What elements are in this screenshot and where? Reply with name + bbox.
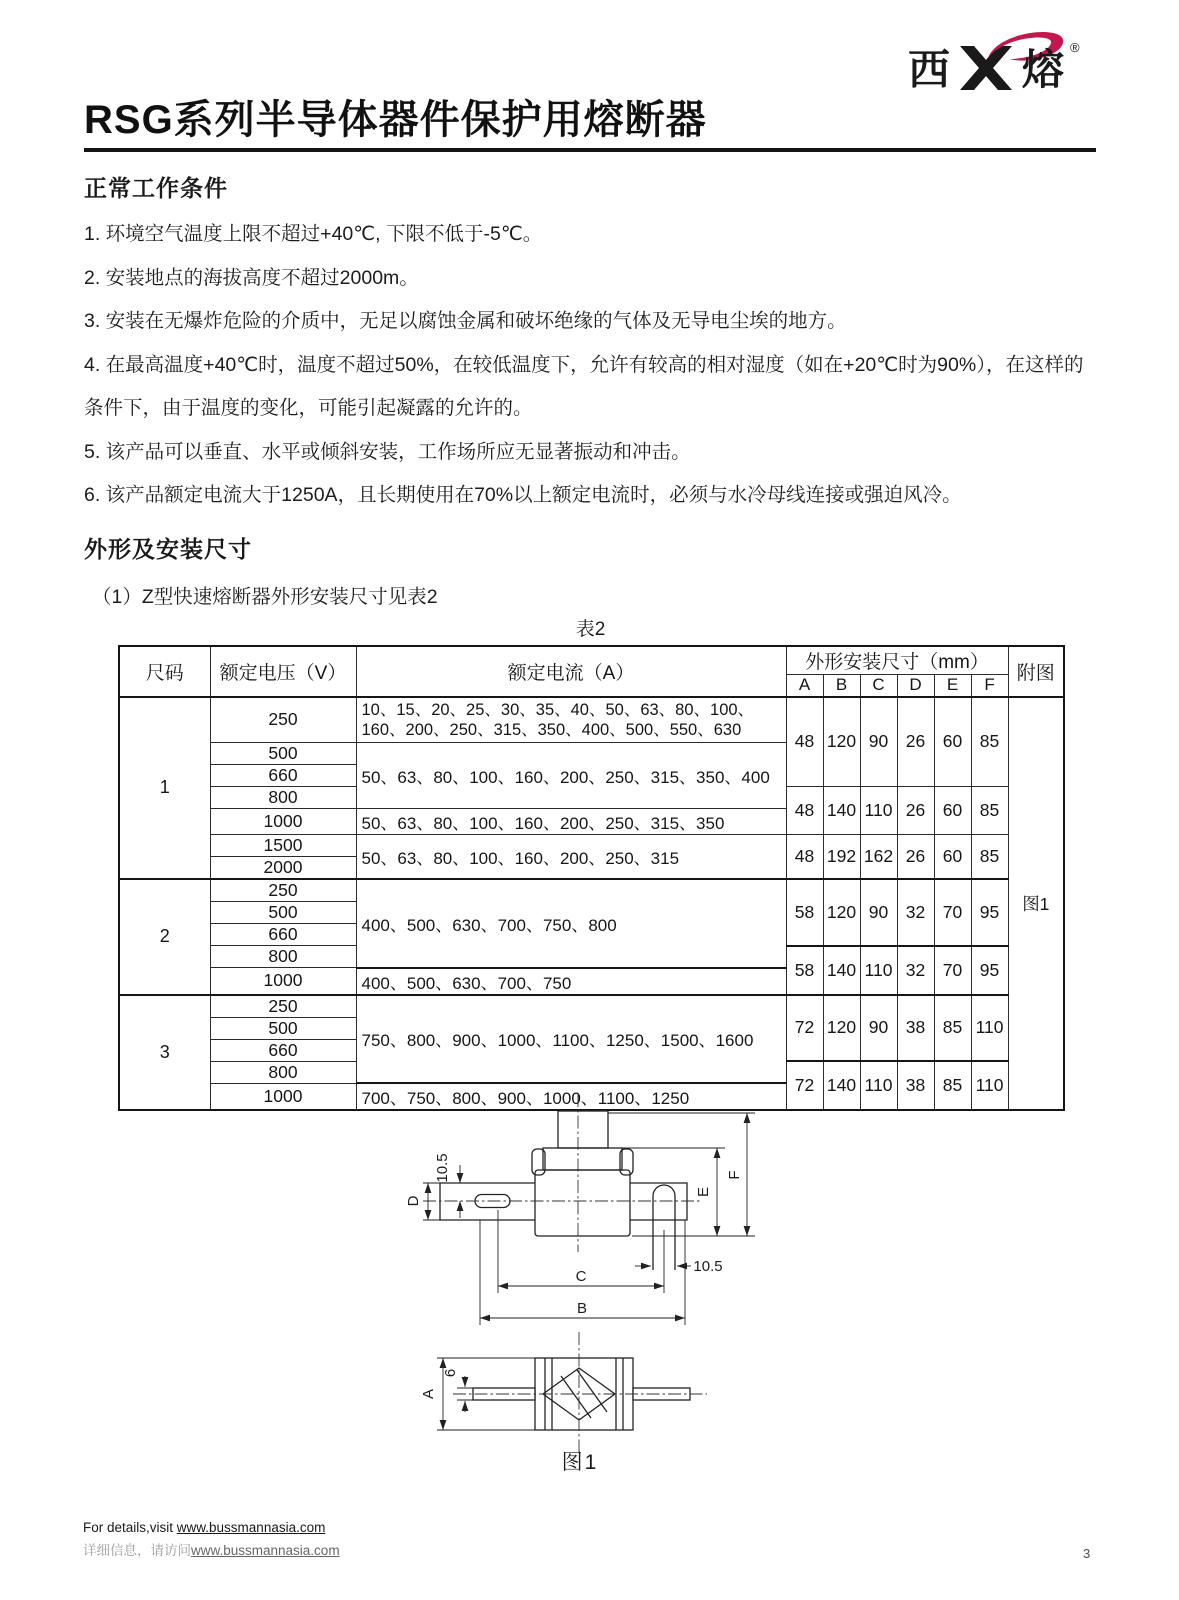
dim-A: 58 bbox=[786, 879, 823, 946]
table-row bbox=[119, 835, 1064, 857]
voltage-cell: 660 bbox=[210, 924, 356, 946]
dim-D: 32 bbox=[897, 946, 934, 995]
centerlines-side bbox=[423, 1094, 700, 1252]
size-1: 1 bbox=[119, 697, 210, 880]
working-conditions-heading: 正常工作条件 bbox=[84, 175, 228, 201]
dim-C: 90 bbox=[860, 697, 897, 787]
technical-drawing-figure1 bbox=[395, 1080, 775, 1455]
voltage-cell: 660 bbox=[210, 765, 356, 787]
dim-F: 85 bbox=[971, 697, 1008, 787]
dim-B: 140 bbox=[823, 787, 860, 835]
fuse-side-view bbox=[440, 1111, 687, 1270]
col-header-voltage: 额定电压（V） bbox=[210, 646, 356, 697]
logo-char-right: 熔 bbox=[1022, 46, 1065, 93]
dim-D: 26 bbox=[897, 697, 934, 787]
dimension-labels-top bbox=[420, 1369, 459, 1399]
dim-D: 38 bbox=[897, 995, 934, 1062]
voltage-cell: 500 bbox=[210, 1017, 356, 1039]
title-rule bbox=[84, 148, 1096, 152]
dim-F: 85 bbox=[971, 787, 1008, 835]
dim-D: 26 bbox=[897, 835, 934, 880]
voltage-cell: 250 bbox=[210, 697, 356, 743]
voltage-cell: 800 bbox=[210, 946, 356, 968]
dimensions-subheading: （1）Z型快速熔断器外形安装尺寸见表2 bbox=[92, 586, 438, 608]
dim-label-A: A bbox=[420, 1388, 437, 1400]
footer-en-url[interactable]: www.bussmannasia.com bbox=[176, 1520, 326, 1535]
current-cell: 10、15、20、25、30、35、40、50、63、80、100、160、200、250、315、350、400、500、550、630 bbox=[356, 697, 786, 743]
dim-col-A: A bbox=[786, 675, 823, 697]
dim-C: 110 bbox=[860, 1061, 897, 1110]
current-cell: 400、500、630、700、750 bbox=[356, 968, 786, 995]
dim-C: 110 bbox=[860, 946, 897, 995]
dim-col-F: F bbox=[971, 675, 1008, 697]
dim-A: 48 bbox=[786, 835, 823, 880]
dim-A: 48 bbox=[786, 697, 823, 787]
voltage-cell: 1500 bbox=[210, 835, 356, 857]
col-header-dims: 外形安装尺寸（mm） bbox=[786, 646, 1008, 675]
current-cell: 700、750、800、900、1000、1100、1250 bbox=[356, 1083, 786, 1110]
voltage-cell: 2000 bbox=[210, 857, 356, 880]
dim-E: 60 bbox=[934, 697, 971, 787]
col-header-size: 尺码 bbox=[119, 646, 210, 697]
condition-item-6: 6. 该产品额定电流大于1250A，且长期使用在70%以上额定电流时，必须与水冷母线连接或强迫风冷。 bbox=[84, 484, 962, 506]
voltage-cell: 250 bbox=[210, 879, 356, 902]
dim-col-B: B bbox=[823, 675, 860, 697]
condition-item-3: 3. 安装在无爆炸危险的介质中，无足以腐蚀金属和破坏绝缘的气体及无导电尘埃的地方。 bbox=[84, 310, 847, 332]
size-2: 2 bbox=[119, 879, 210, 995]
footer-cn-url[interactable]: www.bussmannasia.com bbox=[191, 1543, 340, 1558]
dim-B: 120 bbox=[823, 697, 860, 787]
voltage-cell: 250 bbox=[210, 995, 356, 1018]
voltage-cell: 660 bbox=[210, 1039, 356, 1061]
working-conditions-list bbox=[84, 213, 1089, 518]
dim-label-10-5-bottom: 10.5 bbox=[693, 1258, 723, 1275]
size-3: 3 bbox=[119, 995, 210, 1111]
spec-table bbox=[118, 645, 1065, 1111]
footer-en-text: For details,visit bbox=[83, 1520, 177, 1535]
voltage-cell: 500 bbox=[210, 902, 356, 924]
logo-char-left: 西 bbox=[908, 46, 951, 93]
figure-caption: 图1 bbox=[561, 1451, 599, 1474]
condition-item-4: 4. 在最高温度+40℃时，温度不超过50%，在较低温度下，允许有较高的相对湿度（如在+20℃时为90%），在这样的条件下，由于温度的变化，可能引起凝露的允许的。 bbox=[84, 353, 1084, 419]
col-header-figure: 附图 bbox=[1008, 646, 1064, 697]
page-number: 3 bbox=[1083, 1546, 1091, 1561]
dim-B: 140 bbox=[823, 946, 860, 995]
dim-B: 140 bbox=[823, 1061, 860, 1110]
voltage-cell: 500 bbox=[210, 743, 356, 765]
condition-item-2: 2. 安装地点的海拔高度不超过2000m。 bbox=[84, 266, 419, 289]
footer-line-cn bbox=[83, 1539, 340, 1559]
current-cell: 50、63、80、100、160、200、250、315、350、400 bbox=[356, 743, 786, 809]
dim-E: 85 bbox=[934, 995, 971, 1062]
dim-label-E: E bbox=[695, 1186, 712, 1198]
dim-B: 192 bbox=[823, 835, 860, 880]
current-cell: 750、800、900、1000、1100、1250、1500、1600 bbox=[356, 995, 786, 1084]
dim-label-C: C bbox=[575, 1268, 587, 1285]
dim-A: 58 bbox=[786, 946, 823, 995]
registered-mark: ® bbox=[1070, 40, 1080, 55]
footer-line-en bbox=[83, 1520, 325, 1535]
dimension-labels-side bbox=[405, 1153, 743, 1317]
dim-E: 70 bbox=[934, 946, 971, 995]
dim-col-D: D bbox=[897, 675, 934, 697]
dimension-lines-side bbox=[423, 1113, 755, 1325]
dim-F: 110 bbox=[971, 1061, 1008, 1110]
dim-A: 48 bbox=[786, 787, 823, 835]
voltage-cell: 800 bbox=[210, 787, 356, 809]
dim-label-D: D bbox=[405, 1195, 422, 1207]
table-caption: 表2 bbox=[575, 619, 606, 640]
footer-cn-text: 详细信息，请访问 bbox=[83, 1543, 191, 1558]
dim-E: 60 bbox=[934, 835, 971, 880]
dim-label-F: F bbox=[726, 1170, 743, 1180]
dim-C: 90 bbox=[860, 995, 897, 1062]
table-row bbox=[119, 697, 1064, 743]
dimensions-heading: 外形及安装尺寸 bbox=[84, 536, 252, 562]
current-cell: 50、63、80、100、160、200、250、315、350 bbox=[356, 809, 786, 835]
brand-logo bbox=[900, 26, 1110, 102]
page-title: RSG系列半导体器件保护用熔断器 bbox=[84, 98, 707, 142]
dim-D: 32 bbox=[897, 879, 934, 946]
dim-F: 95 bbox=[971, 946, 1008, 995]
dim-F: 85 bbox=[971, 835, 1008, 880]
col-header-current: 额定电流（A） bbox=[356, 646, 786, 697]
dim-label-B: B bbox=[576, 1300, 588, 1317]
table-row bbox=[119, 879, 1064, 902]
dim-F: 95 bbox=[971, 879, 1008, 946]
dim-E: 85 bbox=[934, 1061, 971, 1110]
voltage-cell: 1000 bbox=[210, 1083, 356, 1110]
current-cell: 50、63、80、100、160、200、250、315 bbox=[356, 835, 786, 880]
voltage-cell: 800 bbox=[210, 1061, 356, 1083]
dim-E: 70 bbox=[934, 879, 971, 946]
condition-item-1: 1. 环境空气温度上限不超过+40℃, 下限不低于-5℃。 bbox=[84, 223, 543, 245]
dim-A: 72 bbox=[786, 1061, 823, 1110]
dim-C: 90 bbox=[860, 879, 897, 946]
dim-D: 38 bbox=[897, 1061, 934, 1110]
dim-col-C: C bbox=[860, 675, 897, 697]
voltage-cell: 1000 bbox=[210, 968, 356, 995]
dim-label-6: 6 bbox=[442, 1368, 459, 1378]
dim-F: 110 bbox=[971, 995, 1008, 1062]
dim-B: 120 bbox=[823, 995, 860, 1062]
voltage-cell: 1000 bbox=[210, 809, 356, 835]
dim-E: 60 bbox=[934, 787, 971, 835]
dim-C: 162 bbox=[860, 835, 897, 880]
dim-D: 26 bbox=[897, 787, 934, 835]
dim-label-10-5-left: 10.5 bbox=[434, 1153, 451, 1183]
table-row bbox=[119, 995, 1064, 1018]
condition-item-5: 5. 该产品可以垂直、水平或倾斜安装，工作场所应无显著振动和冲击。 bbox=[84, 440, 691, 463]
dim-C: 110 bbox=[860, 787, 897, 835]
figure-ref-cell: 图1 bbox=[1008, 697, 1064, 1111]
dim-col-E: E bbox=[934, 675, 971, 697]
dim-A: 72 bbox=[786, 995, 823, 1062]
dim-B: 120 bbox=[823, 879, 860, 946]
current-cell: 400、500、630、700、750、800 bbox=[356, 879, 786, 968]
logo-x-mark bbox=[960, 46, 1012, 90]
